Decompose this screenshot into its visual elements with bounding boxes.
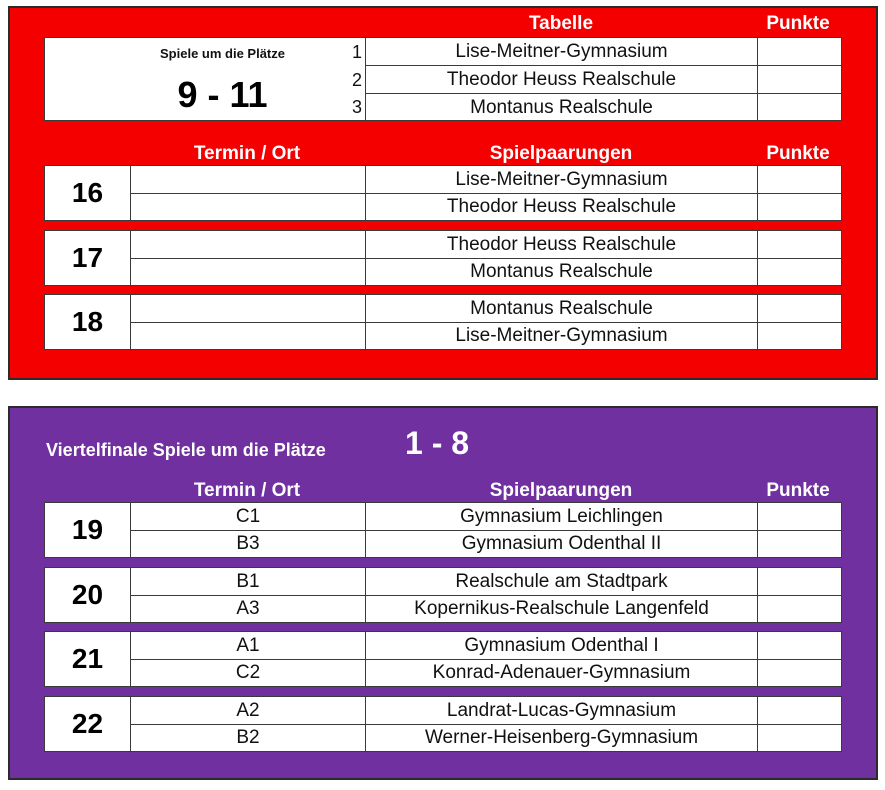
points-header: Punkte bbox=[766, 13, 830, 34]
game-19 bbox=[44, 502, 842, 558]
game-21 bbox=[44, 631, 842, 687]
termin-ort-cell[interactable] bbox=[130, 295, 365, 323]
standings-points[interactable] bbox=[757, 66, 842, 94]
rank-3: 3 bbox=[351, 97, 362, 117]
points-cell[interactable] bbox=[757, 568, 842, 596]
termin-ort-cell[interactable] bbox=[130, 231, 365, 259]
placement-label: Spiele um die Plätze bbox=[160, 46, 285, 61]
termin-ort-cell[interactable] bbox=[130, 194, 365, 220]
game-number: 18 bbox=[71, 306, 104, 337]
standings-table bbox=[44, 37, 842, 121]
standings-points[interactable] bbox=[757, 38, 842, 66]
points-header: Punkte bbox=[766, 143, 830, 164]
pairing-team: Gymnasium Odenthal II bbox=[365, 531, 757, 557]
game-number: 16 bbox=[71, 177, 104, 208]
points-cell[interactable] bbox=[757, 295, 842, 323]
pairing-team: Realschule am Stadtpark bbox=[365, 568, 757, 596]
standings-team: Theodor Heuss Realschule bbox=[365, 66, 757, 94]
pairing-team: Montanus Realschule bbox=[365, 295, 757, 323]
game-18 bbox=[44, 294, 842, 350]
points-header: Punkte bbox=[766, 480, 830, 501]
pairing-team: Theodor Heuss Realschule bbox=[365, 194, 757, 220]
points-cell[interactable] bbox=[757, 531, 842, 557]
points-cell[interactable] bbox=[757, 660, 842, 686]
rank-2: 2 bbox=[351, 69, 362, 90]
points-cell[interactable] bbox=[757, 323, 842, 349]
pairing-team: Werner-Heisenberg-Gymnasium bbox=[365, 725, 757, 751]
pairings-header: Spielpaarungen bbox=[489, 480, 633, 501]
termin-ort-cell[interactable] bbox=[130, 323, 365, 349]
termin-ort-cell[interactable]: A3 bbox=[130, 596, 365, 622]
points-cell[interactable] bbox=[757, 231, 842, 259]
points-cell[interactable] bbox=[757, 259, 842, 285]
points-cell[interactable] bbox=[757, 725, 842, 751]
quarterfinal-title: Viertelfinale Spiele um die Plätze bbox=[46, 440, 326, 460]
points-cell[interactable] bbox=[757, 194, 842, 220]
pairings-header: Spielpaarungen bbox=[489, 143, 633, 164]
points-cell[interactable] bbox=[757, 596, 842, 622]
termin-ort-cell[interactable]: B1 bbox=[130, 568, 365, 596]
table-header: Tabelle bbox=[528, 13, 594, 34]
pairing-team: Konrad-Adenauer-Gymnasium bbox=[365, 660, 757, 686]
pairing-team: Kopernikus-Realschule Langenfeld bbox=[365, 596, 757, 622]
pairing-team: Theodor Heuss Realschule bbox=[365, 231, 757, 259]
game-number: 17 bbox=[71, 242, 104, 273]
termin-ort-cell[interactable] bbox=[130, 259, 365, 285]
game-17 bbox=[44, 230, 842, 286]
points-cell[interactable] bbox=[757, 503, 842, 531]
placement-range: 9 - 11 bbox=[177, 74, 268, 115]
termin-ort-cell[interactable]: B3 bbox=[130, 531, 365, 557]
points-cell[interactable] bbox=[757, 166, 842, 194]
standings-team: Montanus Realschule bbox=[365, 94, 757, 121]
termin-ort-cell[interactable]: A1 bbox=[130, 632, 365, 660]
game-number: 22 bbox=[71, 708, 104, 739]
game-16 bbox=[44, 165, 842, 221]
termin-ort-cell[interactable]: A2 bbox=[130, 697, 365, 725]
standings-points[interactable] bbox=[757, 94, 842, 121]
points-cell[interactable] bbox=[757, 697, 842, 725]
pairing-team: Gymnasium Odenthal I bbox=[365, 632, 757, 660]
pairing-team: Lise-Meitner-Gymnasium bbox=[365, 323, 757, 349]
standings-team: Lise-Meitner-Gymnasium bbox=[365, 38, 757, 66]
rank-1: 1 bbox=[351, 41, 362, 62]
termin-header: Termin / Ort bbox=[193, 480, 301, 501]
termin-ort-cell[interactable]: C1 bbox=[130, 503, 365, 531]
game-number: 20 bbox=[71, 579, 104, 610]
termin-ort-cell[interactable]: B2 bbox=[130, 725, 365, 751]
pairing-team: Lise-Meitner-Gymnasium bbox=[365, 166, 757, 194]
termin-header: Termin / Ort bbox=[193, 143, 301, 164]
pairing-team: Landrat-Lucas-Gymnasium bbox=[365, 697, 757, 725]
game-22 bbox=[44, 696, 842, 752]
quarterfinal-range: 1 - 8 bbox=[405, 425, 470, 461]
points-cell[interactable] bbox=[757, 632, 842, 660]
game-number: 19 bbox=[71, 514, 104, 545]
termin-ort-cell[interactable] bbox=[130, 166, 365, 194]
pairing-team: Gymnasium Leichlingen bbox=[365, 503, 757, 531]
game-number: 21 bbox=[71, 643, 104, 674]
pairing-team: Montanus Realschule bbox=[365, 259, 757, 285]
game-20 bbox=[44, 567, 842, 623]
termin-ort-cell[interactable]: C2 bbox=[130, 660, 365, 686]
